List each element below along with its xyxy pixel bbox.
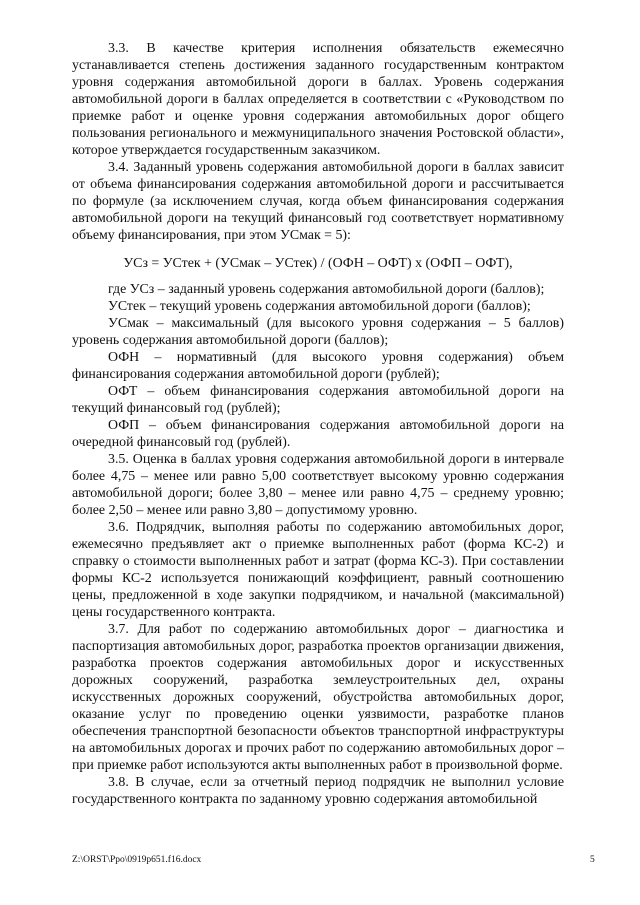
formula: УСз = УСтек + (УСмак – УСтек) / (ОФН – ОФТ) х (ОФП – ОФТ), (123, 256, 513, 271)
paragraph-3-6: 3.6. Подрядчик, выполняя работы по содержанию автомобильных дорог, ежемесячно предъявляет акт о приемке выполненных работ (форма КС-2) и справку о стоимости выполненных работ и затрат (форма КС-3). При составлении формы КС-2 используется понижающий коэффициент, равный соотношению цены, предложенной в ходе закупки подрядчиком, и начальной (максимальной) цены государственного контракта. (72, 520, 564, 620)
definition-ustek: УСтек – текущий уровень содержания автомобильной дороги (баллов); (108, 299, 531, 314)
footer-page-number: 5 (590, 855, 595, 865)
paragraph-3-4: 3.4. Заданный уровень содержания автомобильной дороги в баллах зависит от объема финансирования содержания автомобильной дороги и рассчитывается по формуле (за исключением случая, когда объем финансирования содержания автомобильной дороги на текущий финансовый год соответствует нормативному объему финансирования, при этом УСмак = 5): (72, 160, 564, 243)
definition-oft: ОФТ – объем финансирования содержания автомобильной дороги на текущий финансовый год (рублей); (72, 384, 564, 416)
definition-usmak: УСмак – максимальный (для высокого уровня содержания – 5 баллов) уровень содержания автомобильной дороги (баллов); (72, 316, 564, 348)
definition-ofn: ОФН – нормативный (для высокого уровня содержания) объем финансирования содержания автомобильной дороги (рублей); (72, 350, 564, 382)
definition-ofp: ОФП – объем финансирования содержания автомобильной дороги на очередной финансовый год (рублей). (72, 418, 564, 450)
paragraph-3-5: 3.5. Оценка в баллах уровня содержания автомобильной дороги в интервале более 4,75 – менее или равно 5,00 соответствует высокому уровню содержания автомобильной дороги; более 3,80 – менее или равно 4,75 – среднему уровню; более 2,50 – менее или равно 3,80 – допустимому уровню. (72, 452, 564, 518)
paragraph-3-3: 3.3. В качестве критерия исполнения обязательств ежемесячно устанавливается степень достижения заданного государственным контрактом уровня содержания автомобильной дороги в баллах. Уровень содержания автомобильной дороги в баллах определяется в соответствии с «Руководством по приемке работ и оценке уровня содержания автомобильных дорог общего пользования регионального и межмуниципального значения Ростовской области», которое утверждается государственным заказчиком. (72, 41, 564, 158)
definition-usz: где УСз – заданный уровень содержания автомобильной дороги (баллов); (108, 282, 545, 297)
paragraph-3-8: 3.8. В случае, если за отчетный период подрядчик не выполнил условие государственного контракта по заданному уровню содержания автомобильной (72, 775, 564, 807)
footer-file-path: Z:\ORST\Ppo\0919p651.f16.docx (72, 855, 202, 865)
document-body (72, 40, 564, 808)
paragraph-3-7: 3.7. Для работ по содержанию автомобильных дорог – диагностика и паспортизация автомобильных дорог, разработка проектов организации движения, разработка проектов содержания автомобильных дорог и искусственных дорожных сооружений, разработка землеустроительных дел, охраны искусственных дорожных сооружений, обустройства автомобильных дорог, оказание услуг по проведению оценки уязвимости, разработке планов обеспечения транспортной безопасности объектов транспортной инфраструктуры на автомобильных дорогах и прочих работ по содержанию автомобильных дорог – при приемке работ используются акты выполненных работ в произвольной форме. (72, 622, 564, 773)
